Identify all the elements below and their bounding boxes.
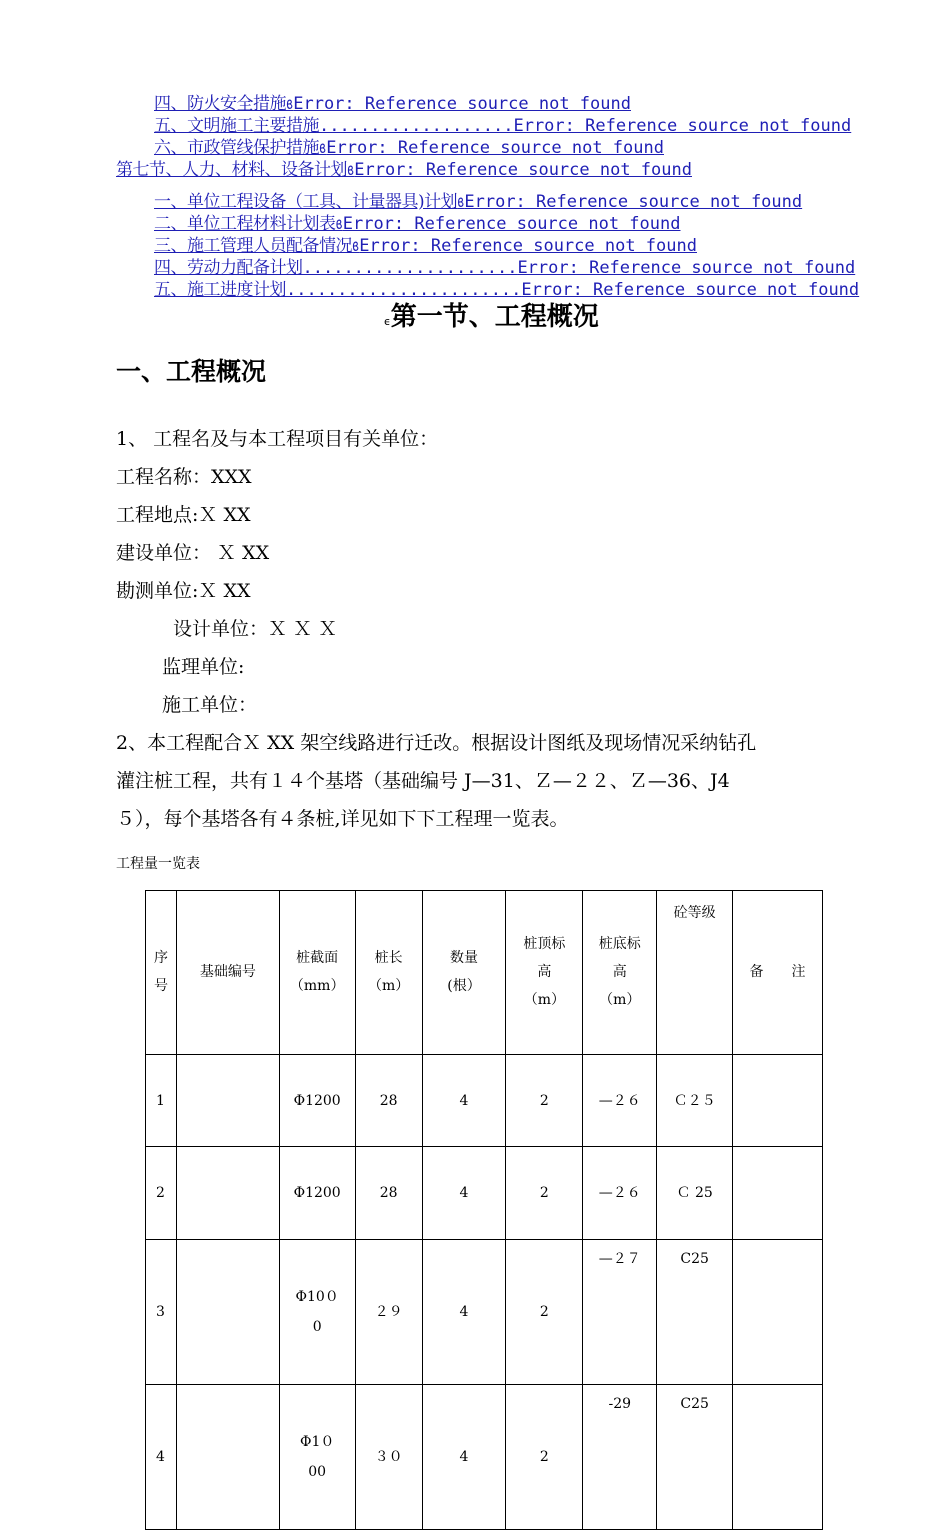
section-title <box>384 296 599 333</box>
header-top: 桩顶标 高 （m） <box>506 891 583 1055</box>
heading-1: 一、工程概况 <box>116 357 267 386</box>
cell-length: 28 <box>355 1147 422 1239</box>
cell-base <box>176 1239 279 1384</box>
toc-ref: Error: Reference source not found <box>293 94 631 114</box>
header-length: 桩长 （m） <box>355 891 422 1055</box>
cell-grade: Ｃ２５ <box>657 1054 733 1146</box>
toc-ref: Error: Reference source not found <box>521 280 860 300</box>
section-mark: ϵ <box>384 315 391 328</box>
toc-entry[interactable] <box>154 191 802 214</box>
cell-seq: 1 <box>146 1054 177 1146</box>
cell-top: 2 <box>506 1239 583 1384</box>
cell-note <box>733 1384 823 1529</box>
cell-base <box>176 1147 279 1239</box>
project-name: 工程名称：XXX <box>116 466 252 488</box>
toc-entry[interactable] <box>116 159 692 182</box>
toc-title: 二、单位工程材料计划表 <box>154 214 336 234</box>
cell-section: Φ1０ 00 <box>279 1384 355 1529</box>
cell-bottom: —２６ <box>583 1147 657 1239</box>
toc-separator: ϐ <box>352 240 360 254</box>
construction-unit: 施工单位： <box>162 694 258 716</box>
toc-entry[interactable] <box>154 235 697 258</box>
table-row <box>146 1384 823 1529</box>
builder-unit: 建设单位： Ｘ XX <box>116 542 270 564</box>
toc-separator: ϐ <box>286 98 294 112</box>
cell-note <box>733 1147 823 1239</box>
toc-title: 一、单位工程设备（工具、计量器具)计划 <box>154 192 458 212</box>
cell-note <box>733 1239 823 1384</box>
cell-seq: 2 <box>146 1147 177 1239</box>
paragraph: 1、 工程名及与本工程项目有关单位： <box>116 428 439 450</box>
toc-ref: Error: Reference source not found <box>464 192 803 212</box>
cell-seq: 3 <box>146 1239 177 1384</box>
table-row <box>146 1147 823 1239</box>
cell-count: 4 <box>422 1054 506 1146</box>
header-section: 桩截面 （mm） <box>279 891 355 1055</box>
cell-grade: C25 <box>657 1239 733 1384</box>
cell-note <box>733 1054 823 1146</box>
toc-title: 四、防火安全措施 <box>154 94 286 114</box>
cell-section: Φ1200 <box>279 1147 355 1239</box>
cell-bottom: -29 <box>583 1384 657 1529</box>
section-title-text: 第一节、工程概况 <box>390 302 599 332</box>
header-base: 基础编号 <box>176 891 279 1055</box>
toc-entry[interactable] <box>154 213 681 236</box>
toc-title: 四、劳动力配备计划 <box>154 258 303 278</box>
toc-title: 五、施工进度计划 <box>154 280 286 300</box>
cell-section: Φ1200 <box>279 1054 355 1146</box>
header-seq: 序 号 <box>146 891 177 1055</box>
supervision-unit: 监理单位: <box>162 656 245 678</box>
toc-separator: ....................... <box>286 280 522 300</box>
cell-length: 28 <box>355 1054 422 1146</box>
toc-separator: ϐ <box>335 218 343 232</box>
header-grade: 砼等级 <box>657 891 733 1055</box>
header-bottom: 桩底标 高 （m） <box>583 891 657 1055</box>
toc-entry[interactable] <box>154 137 664 160</box>
toc-title: 第七节、人力、材料、设备计划 <box>116 160 347 180</box>
table-row <box>146 1239 823 1384</box>
cell-grade: Ｃ 25 <box>657 1147 733 1239</box>
cell-top: 2 <box>506 1054 583 1146</box>
toc-title: 六、市政管线保护措施 <box>154 138 319 158</box>
table-header-row <box>146 891 823 1055</box>
cell-bottom: —２６ <box>583 1054 657 1146</box>
toc-ref: Error: Reference source not found <box>354 160 692 180</box>
table-caption: 工程量一览表 <box>116 856 200 872</box>
toc-separator: ϐ <box>457 196 465 210</box>
cell-length: ３０ <box>355 1384 422 1529</box>
toc-ref: Error: Reference source not found <box>326 138 664 158</box>
toc-separator: ................... <box>319 116 514 136</box>
toc-separator: ..................... <box>302 258 518 278</box>
cell-top: 2 <box>506 1384 583 1529</box>
cell-base <box>176 1054 279 1146</box>
cell-grade: C25 <box>657 1384 733 1529</box>
header-note: 备 注 <box>733 891 823 1055</box>
paragraph: 灌注桩工程，共有１４个基塔（基础编号 J—31、Ｚ—２２、Ｚ—36、J4 <box>116 770 730 792</box>
cell-length: ２９ <box>355 1239 422 1384</box>
cell-count: 4 <box>422 1239 506 1384</box>
header-count: 数量 (根） <box>422 891 506 1055</box>
cell-seq: 4 <box>146 1384 177 1529</box>
paragraph: 2、本工程配合Ｘ XX 架空线路进行迁改。根据设计图纸及现场情况采纳钻孔 <box>116 732 757 754</box>
paragraph: ５），每个基塔各有４条桩,详见如下下工程理一览表。 <box>116 808 569 830</box>
toc-title: 三、施工管理人员配备情况 <box>154 236 352 256</box>
table-row <box>146 1054 823 1146</box>
toc-separator: ϐ <box>319 142 327 156</box>
cell-base <box>176 1384 279 1529</box>
cell-section: Φ10０ 0 <box>279 1239 355 1384</box>
toc-ref: Error: Reference source not found <box>517 258 856 278</box>
toc-ref: Error: Reference source not found <box>513 116 852 136</box>
toc-ref: Error: Reference source not found <box>342 214 681 234</box>
toc-entry[interactable] <box>154 257 855 279</box>
toc-entry[interactable] <box>154 115 851 137</box>
survey-unit: 勘测单位:Ｘ XX <box>116 580 251 602</box>
cell-bottom: —２７ <box>583 1239 657 1384</box>
project-location: 工程地点:Ｘ XX <box>116 504 251 526</box>
quantity-table <box>145 890 823 1530</box>
design-unit: 设计单位：Ｘ Ｘ Ｘ <box>173 618 338 640</box>
cell-count: 4 <box>422 1147 506 1239</box>
toc-ref: Error: Reference source not found <box>359 236 697 256</box>
cell-count: 4 <box>422 1384 506 1529</box>
toc-title: 五、文明施工主要措施 <box>154 116 319 136</box>
cell-top: 2 <box>506 1147 583 1239</box>
toc-entry[interactable] <box>154 93 631 116</box>
toc-separator: ϐ <box>347 164 355 178</box>
